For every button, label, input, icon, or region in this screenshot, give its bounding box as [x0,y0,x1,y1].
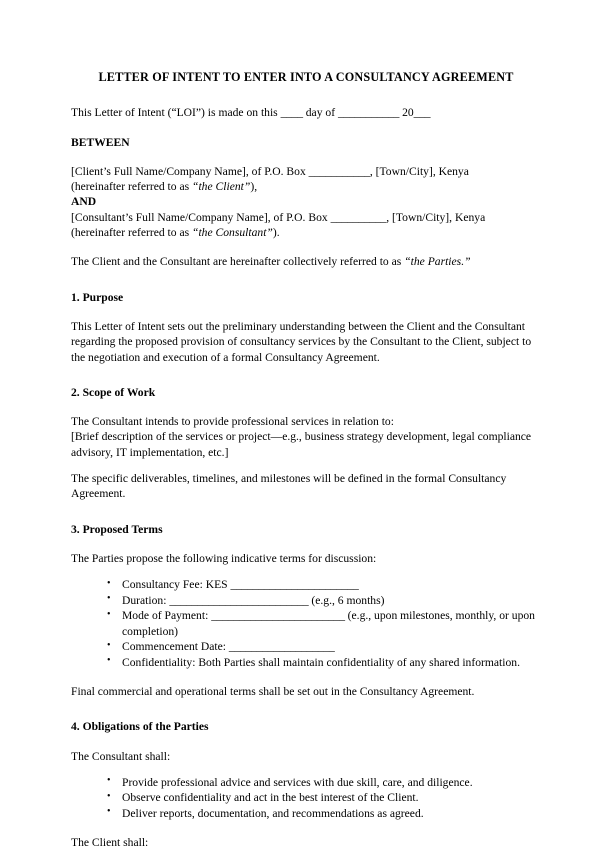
consultant-obligations-list [71,775,541,821]
parties-defined-term: “the Parties.” [404,255,471,269]
section-2-heading: 2. Scope of Work [71,385,156,399]
consultant-pobox-blank: __________ [330,210,387,224]
term-note: (e.g., upon milestones, monthly, or upon completion) [122,609,535,638]
client-defined-term: “the Client” [192,180,251,194]
term-label: Duration: [122,593,170,607]
consultant-line1-before: [Consultant’s Full Name/Company Name], of P.O. Box [71,210,331,224]
section-3-closing: Final commercial and operational terms shall be set out in the Consultancy Agreement. [71,685,475,698]
term-note: (e.g., 6 months) [308,593,385,607]
section-3-intro: The Parties propose the following indicative terms for discussion: [71,551,377,565]
term-blank: _______________________ [230,578,359,592]
list-item [107,577,541,592]
consultant-line1-after: , [Town/City], Kenya [386,210,486,224]
term-label: Mode of Payment: [122,609,212,623]
and-connector: AND [71,195,97,209]
section-1-heading: 1. Purpose [71,290,124,304]
client-party-block [71,164,541,240]
intro-year-label: 20 [399,106,414,120]
section-1-body: This Letter of Intent sets out the preliminary understanding between the Client and the Consultant regarding the proposed provision of consultancy services by the Consultant to the Client, subject to the negotiation and execution of a formal Consultancy Agreement. [71,319,532,364]
intro-year-blank: ___ [413,106,431,120]
proposed-terms-list [71,577,541,670]
section-2-body-line3: The specific deliverables, timelines, and milestones will be defined in the formal Consultancy Agreement. [71,472,507,501]
client-line1-before: [Client’s Full Name/Company Name], of P.O. Box [71,164,309,178]
list-item: • Deliver reports, documentation, and recommendations as agreed. [107,806,541,821]
term-blank: ___________________ [228,640,335,654]
list-item: • Provide professional advice and services with due skill, care, and diligence. [107,775,541,790]
consultant-obligations-lead: The Consultant shall: [71,749,171,763]
document-title: LETTER OF INTENT TO ENTER INTO A CONSULTANCY AGREEMENT [98,70,514,84]
term-label: Commencement Date: [122,640,229,654]
parties-collective-paragraph [71,254,541,269]
list-item [107,655,541,670]
consultant-line2-before: (hereinafter referred to as [71,226,193,240]
client-pobox-blank: ___________ [308,164,370,178]
intro-text-mid: day of [302,106,338,120]
section-2-body-line1: The Consultant intends to provide professional services in relation to: [71,415,394,429]
parties-collective-before: The Client and the Consultant are hereinafter collectively referred to as [71,255,405,269]
term-label: Consultancy Fee: KES [122,578,231,592]
intro-paragraph [71,105,541,120]
list-item [107,608,541,639]
term-label: Confidentiality: Both Parties shall maintain confidentiality of any shared information. [122,655,520,669]
term-blank: _________________________ [169,593,309,607]
list-item [107,593,541,608]
list-item: • Observe confidentiality and act in the best interest of the Client. [107,790,541,805]
consultant-defined-term: “the Consultant” [192,226,273,240]
between-heading: BETWEEN [71,135,130,149]
client-line1-after: , [Town/City], Kenya [369,164,469,178]
client-line2-after: ), [250,180,258,194]
section-3-heading: 3. Proposed Terms [71,522,163,536]
term-blank: ________________________ [211,609,345,623]
list-item [107,639,541,654]
consultant-line2-after: ). [272,226,280,240]
client-obligations-lead: The Client shall: [71,836,149,850]
section-2-body-line2: [Brief description of the services or project—e.g., business strategy development, legal compliance advisory, IT implementation, etc.] [71,430,532,459]
client-line2-before: (hereinafter referred to as [71,180,193,194]
intro-day-blank: ____ [280,106,303,120]
intro-text-before: This Letter of Intent (“LOI”) is made on this [71,106,281,120]
intro-month-blank: ___________ [337,106,400,120]
section-4-heading: 4. Obligations of the Parties [71,720,209,734]
